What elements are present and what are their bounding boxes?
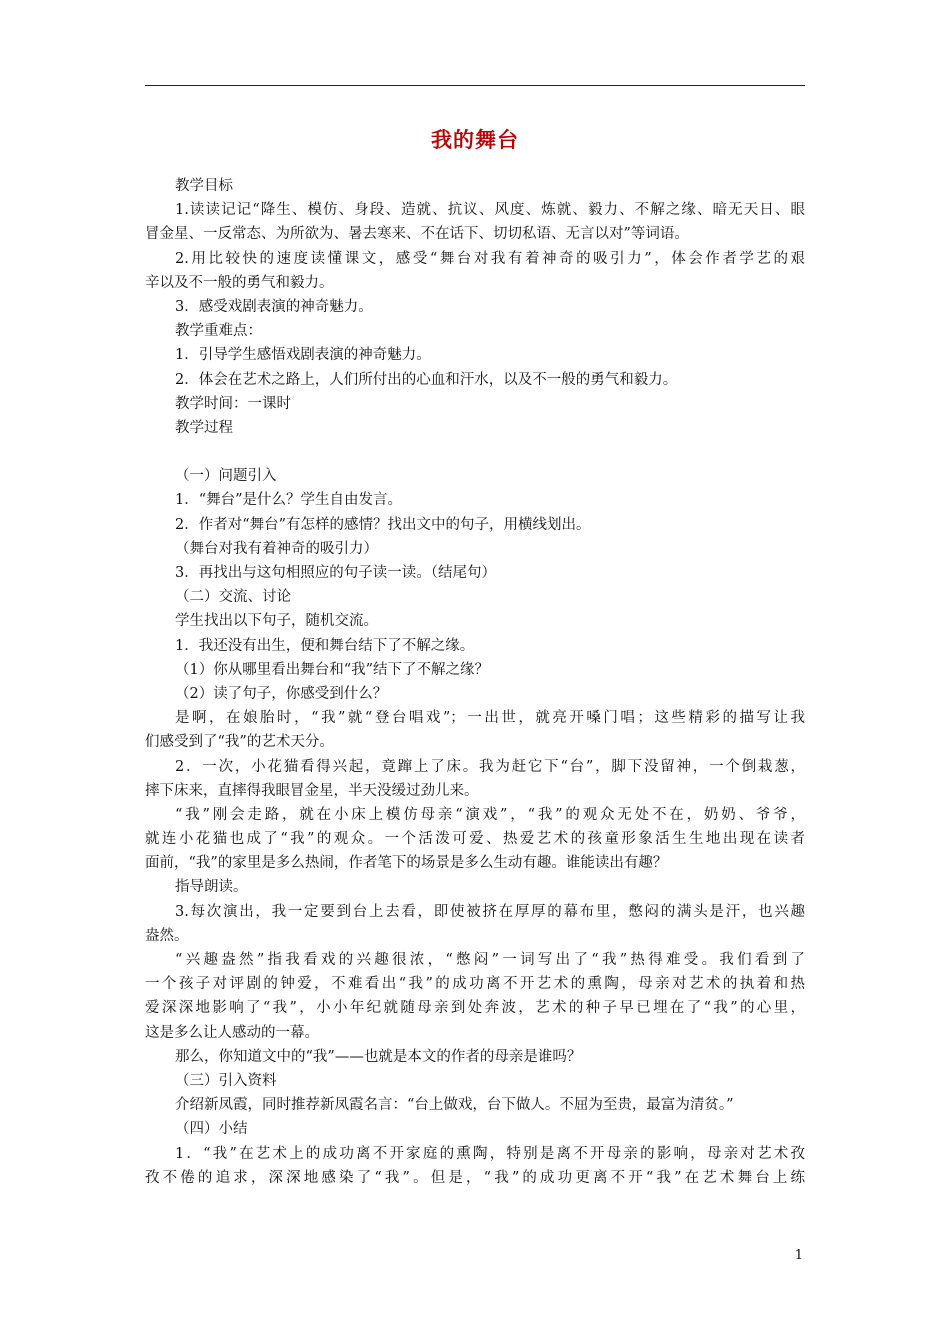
page-number: 1 [794,1248,803,1263]
text-line: 教学时间：一课时 [175,395,291,412]
text-line: 教学过程 [175,419,233,436]
text-line: 1．我还没有出生，便和舞台结下了不解之缘。 [175,637,475,654]
text-line: 指导朗读。 [175,879,248,896]
text-line: 1．“舞台”是什么？学生自由发言。 [175,492,403,509]
text-line: 学生找出以下句子，随机交流。 [175,613,378,630]
text-line: 这是多么让人感动的一幕。 [145,1024,319,1041]
text-line: “兴趣盎然”指我看戏的兴趣很浓，“憋闷”一词写出了“我”热得难受。我们看到了 [175,952,805,968]
text-line: 辛以及不一般的勇气和毅力。 [145,274,334,291]
text-line: 教学重难点： [175,323,262,340]
section-heading: （三）引入资料 [175,1072,277,1089]
section-heading: （四）小结 [175,1121,248,1138]
text-line: 面前，“我”的家里是多么热闹，作者笔下的场景是多么生动有趣。谁能读出有趣？ [145,855,668,872]
text-line: 爱深深地影响了“我”，小小年纪就随母亲到处奔波，艺术的种子早已埋在了“我”的心里， [145,1000,805,1017]
text-line: 2．作者对“舞台”有怎样的感情？找出文中的句子，用横线划出。 [175,516,591,533]
text-line: 孜不倦的追求，深深地感染了“我”。但是，“我”的成功更离不开“我”在艺术舞台上练 [145,1169,805,1186]
text-line: 2．一次，小花猫看得兴起，竟蹿上了床。我为赶它下“台”，脚下没留神，一个倒栽葱， [175,758,805,775]
text-line: 介绍新凤霞，同时推荐新凤霞名言：“台上做戏，台下做人。不屈为至贵，最富为清贫。” [175,1097,734,1114]
header-rule [145,85,805,86]
text-line: 1．引导学生感悟戏剧表演的神奇魅力。 [175,347,431,364]
section-heading: （二）交流、讨论 [175,589,291,606]
text-line: 3.每次演出，我一定要到台上去看，即使被挤在厚厚的幕布里，憋闷的满头是汗，也兴趣 [175,903,805,920]
text-line: （2）读了句子，你感受到什么？ [175,685,388,702]
text-line: 们感受到了“我”的艺术天分。 [145,734,334,751]
text-line: 一个孩子对评剧的钟爱，不难看出“我”的成功离不开艺术的熏陶，母亲对艺术的执着和热 [145,976,805,993]
text-line: 冒金星、一反常态、为所欲为、暑去寒来、不在话下、切切私语、无言以对”等词语。 [145,226,689,243]
text-line: 那么，你知道文中的“我”——也就是本文的作者的母亲是谁吗？ [175,1048,582,1065]
text-line: 是啊，在娘胎时，“我”就“登台唱戏”；一出世，就亮开嗓门唱；这些精彩的描写让我 [175,710,805,727]
text-line: 教学目标 [175,178,233,194]
text-line: 就连小花猫也成了“我”的观众。一个活泼可爱、热爱艺术的孩童形象活生生地出现在读者 [145,831,805,848]
blank-line [175,440,805,464]
document-title: 我的舞台 [431,127,519,152]
text-line: 3．再找出与这句相照应的句子读一读。（结尾句） [175,565,496,581]
text-line: （舞台对我有着神奇的吸引力） [175,540,378,557]
section-heading: （一）问题引入 [175,468,277,485]
text-line: “我”刚会走路，就在小床上模仿母亲“演戏”，“我”的观众无处不在，奶奶、爷爷， [175,806,805,823]
text-line: （1）你从哪里看出舞台和“我”结下了不解之缘？ [175,661,490,678]
text-line: 摔下床来，直摔得我眼冒金星，半天没缓过劲儿来。 [145,782,479,799]
text-line: 3．感受戏剧表演的神奇魅力。 [175,298,373,315]
text-line: 1．“我”在艺术上的成功离不开家庭的熏陶，特别是离不开母亲的影响，母亲对艺术孜 [175,1145,805,1162]
document-body [145,174,805,1190]
text-line: 2．体会在艺术之路上，人们所付出的心血和汗水，以及不一般的勇气和毅力。 [175,371,678,388]
text-line: 1.读读记记“降生、模仿、身段、造就、抗议、风度、炼就、毅力、不解之缘、暗无天日、眼 [175,202,805,219]
text-line: 盎然。 [145,927,189,944]
text-line: 2.用比较快的速度读懂课文，感受“舞台对我有着神奇的吸引力”，体会作者学艺的艰 [175,250,805,267]
